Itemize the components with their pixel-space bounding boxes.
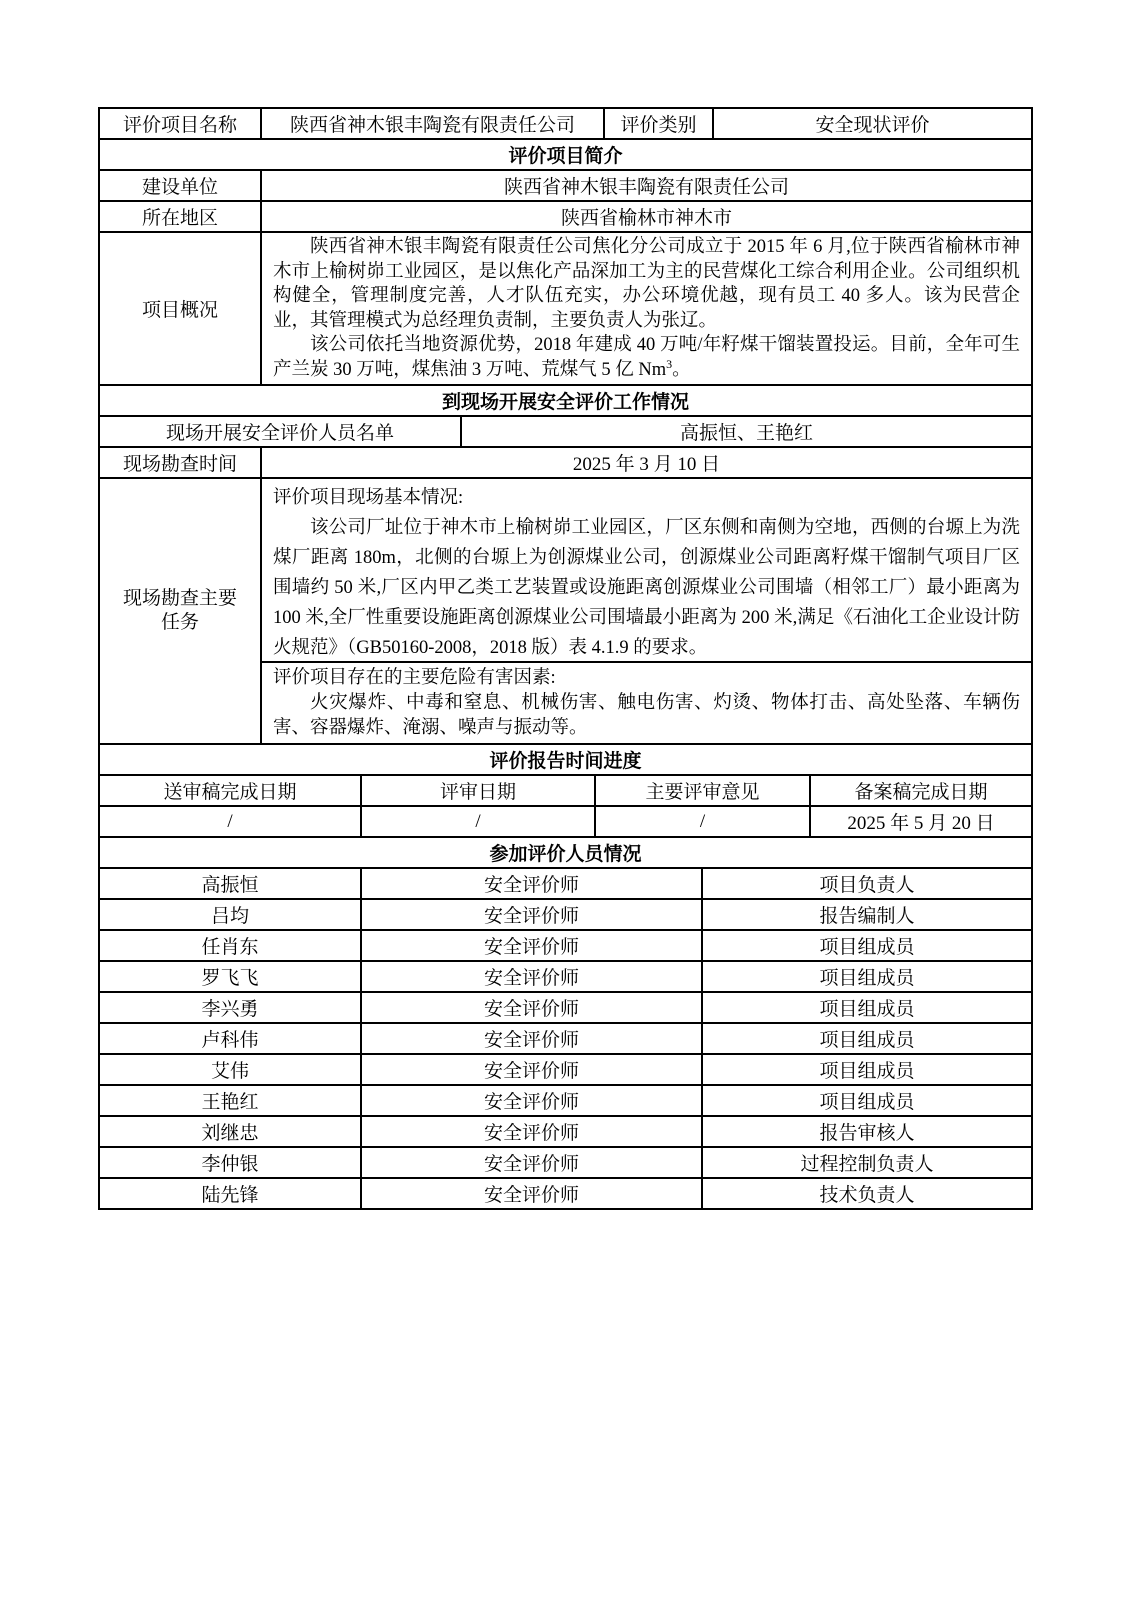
section-intro-title: 评价项目简介 bbox=[508, 146, 623, 167]
section-participants-title: 参加评价人员情况 bbox=[489, 844, 642, 865]
participant-row bbox=[100, 869, 1031, 900]
participant-name: 吕均 bbox=[100, 900, 362, 929]
participant-title: 安全评价师 bbox=[362, 993, 703, 1022]
region-row bbox=[100, 202, 1031, 233]
hazard-cell bbox=[262, 663, 1031, 743]
section-schedule-header-row bbox=[100, 745, 1031, 776]
participant-name: 李仲银 bbox=[100, 1148, 362, 1177]
builder-label: 建设单位 bbox=[100, 171, 262, 200]
overview-superscript: 3 bbox=[666, 356, 673, 371]
hazard-title: 评价项目存在的主要危险有害因素: bbox=[273, 668, 556, 688]
survey-date-label: 现场勘查时间 bbox=[100, 448, 262, 477]
participant-title: 安全评价师 bbox=[362, 962, 703, 991]
schedule-header-draft: 送审稿完成日期 bbox=[100, 776, 362, 805]
staff-list-value: 高振恒、王艳红 bbox=[679, 423, 813, 444]
participant-title: 安全评价师 bbox=[362, 931, 703, 960]
participant-name: 任肖东 bbox=[100, 931, 362, 960]
section-intro-header-row bbox=[100, 140, 1031, 171]
participant-role: 报告编制人 bbox=[819, 906, 915, 927]
builder-row bbox=[100, 171, 1031, 202]
survey-task-content bbox=[262, 479, 1031, 743]
project-overview-text bbox=[262, 233, 1031, 384]
schedule-header-review-date: 评审日期 bbox=[362, 776, 596, 805]
participant-role: 项目组成员 bbox=[819, 1092, 915, 1113]
site-basic-cell bbox=[262, 479, 1031, 663]
participant-name: 罗飞飞 bbox=[100, 962, 362, 991]
overview-paragraph-2-end: 。 bbox=[672, 359, 691, 380]
section-sitework-header-row bbox=[100, 386, 1031, 417]
overview-paragraph-2-text: 该公司依托当地资源优势，2018 年建成 40 万吨/年籽煤干馏装置投运。目前，全年可生产兰炭 30 万吨，煤焦油 3 万吨、荒煤气 5 亿 Nm bbox=[273, 335, 1020, 380]
participant-name: 卢科伟 bbox=[100, 1024, 362, 1053]
participant-row bbox=[100, 962, 1031, 993]
schedule-header-review-opinion: 主要评审意见 bbox=[596, 776, 811, 805]
participant-name: 陆先锋 bbox=[100, 1179, 362, 1208]
participant-role: 项目组成员 bbox=[819, 1061, 915, 1082]
schedule-values-row bbox=[100, 807, 1031, 838]
participant-row bbox=[100, 1148, 1031, 1179]
participant-title: 安全评价师 bbox=[362, 1117, 703, 1146]
participant-title: 安全评价师 bbox=[362, 900, 703, 929]
survey-date-row bbox=[100, 448, 1031, 479]
site-basic-body: 该公司厂址位于神木市上榆树峁工业园区，厂区东侧和南侧为空地，西侧的台塬上为洗煤厂距离 180m，北侧的台塬上为创源煤业公司，创源煤业公司距离籽煤干馏制气项目厂区围墙约 50 米,厂区内甲乙类工艺装置或设施距离创源煤业公司围墙（相邻工厂）最小距离为 100 米,全厂性重要设施距离创源煤业公司围墙最小距离为 200 米,满足《石油化工企业设计防火规范》（GB50160-2008，2018 版）表 4.1.9 的要求。 bbox=[273, 518, 1020, 658]
section-participants-header-row bbox=[100, 838, 1031, 869]
participant-name: 高振恒 bbox=[100, 869, 362, 898]
participant-row bbox=[100, 1086, 1031, 1117]
schedule-value-final: 2025 年 5 月 20 日 bbox=[847, 813, 995, 834]
evaluation-category-label: 评价类别 bbox=[605, 109, 714, 138]
participant-title: 安全评价师 bbox=[362, 1179, 703, 1208]
participant-row bbox=[100, 900, 1031, 931]
site-basic-title: 评价项目现场基本情况: bbox=[273, 488, 464, 508]
evaluation-category-value: 安全现状评价 bbox=[815, 115, 930, 136]
survey-task-row bbox=[100, 479, 1031, 745]
participant-row bbox=[100, 1117, 1031, 1148]
participant-title: 安全评价师 bbox=[362, 1024, 703, 1053]
project-overview-label: 项目概况 bbox=[100, 233, 262, 384]
builder-value: 陕西省神木银丰陶瓷有限责任公司 bbox=[503, 177, 789, 198]
region-label: 所在地区 bbox=[100, 202, 262, 231]
evaluation-summary-table bbox=[98, 107, 1033, 1210]
participant-role: 技术负责人 bbox=[819, 1185, 915, 1206]
participant-role: 项目负责人 bbox=[819, 875, 915, 896]
participant-row bbox=[100, 993, 1031, 1024]
schedule-value-review-opinion: / bbox=[596, 807, 811, 836]
hazard-body: 火灾爆炸、中毒和窒息、机械伤害、触电伤害、灼烫、物体打击、高处坠落、车辆伤害、容器爆炸、淹溺、噪声与振动等。 bbox=[273, 693, 1020, 738]
participant-role: 项目组成员 bbox=[819, 968, 915, 989]
participant-role: 项目组成员 bbox=[819, 937, 915, 958]
participant-title: 安全评价师 bbox=[362, 1148, 703, 1177]
staff-list-label: 现场开展安全评价人员名单 bbox=[100, 417, 462, 446]
project-name-label: 评价项目名称 bbox=[100, 109, 262, 138]
participant-title: 安全评价师 bbox=[362, 869, 703, 898]
project-name-value: 陕西省神木银丰陶瓷有限责任公司 bbox=[262, 109, 605, 138]
participant-role: 报告审核人 bbox=[819, 1123, 915, 1144]
participant-title: 安全评价师 bbox=[362, 1086, 703, 1115]
participant-row bbox=[100, 1055, 1031, 1086]
participant-row bbox=[100, 931, 1031, 962]
staff-list-row bbox=[100, 417, 1031, 448]
schedule-value-review-date: / bbox=[362, 807, 596, 836]
section-sitework-title: 到现场开展安全评价工作情况 bbox=[441, 392, 689, 413]
participant-row bbox=[100, 1024, 1031, 1055]
schedule-header-final: 备案稿完成日期 bbox=[854, 782, 988, 803]
participant-name: 李兴勇 bbox=[100, 993, 362, 1022]
survey-date-value: 2025 年 3 月 10 日 bbox=[572, 454, 721, 475]
participant-row bbox=[100, 1179, 1031, 1208]
region-value: 陕西省榆林市神木市 bbox=[560, 208, 732, 229]
project-title-row bbox=[100, 109, 1031, 140]
section-schedule-title: 评价报告时间进度 bbox=[489, 751, 642, 772]
schedule-header-cells-row bbox=[100, 776, 1031, 807]
participant-name: 艾伟 bbox=[100, 1055, 362, 1084]
survey-task-label: 现场勘查主要任务 bbox=[100, 479, 262, 743]
overview-paragraph-1: 陕西省神木银丰陶瓷有限责任公司焦化分公司成立于 2015 年 6 月,位于陕西省榆林市神木市上榆树峁工业园区，是以焦化产品深加工为主的民营煤化工综合利用企业。公司组织机构健全，管理制度完善，人才队伍充实，办公环境优越，现有员工 40 多人。该为民营企业，其管理模式为总经理负责制，主要负责人为张辽。 bbox=[273, 237, 1020, 331]
participant-name: 刘继忠 bbox=[100, 1117, 362, 1146]
participant-name: 王艳红 bbox=[100, 1086, 362, 1115]
schedule-value-draft: / bbox=[100, 807, 362, 836]
participant-role: 项目组成员 bbox=[819, 999, 915, 1020]
overview-paragraph-2 bbox=[273, 333, 1020, 382]
participant-role: 项目组成员 bbox=[819, 1030, 915, 1051]
project-overview-row bbox=[100, 233, 1031, 386]
participant-role: 过程控制负责人 bbox=[800, 1154, 934, 1175]
participant-title: 安全评价师 bbox=[362, 1055, 703, 1084]
